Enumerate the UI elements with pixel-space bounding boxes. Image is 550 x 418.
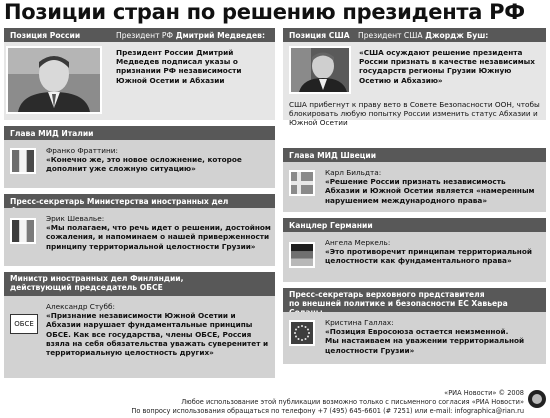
france-text bbox=[46, 214, 272, 251]
footer-copyright: «РИА Новости» © 2008 bbox=[444, 389, 524, 397]
finland-text bbox=[46, 302, 272, 357]
eu-header bbox=[283, 288, 546, 312]
russia-header-role: Позиция России bbox=[10, 31, 81, 40]
footer-usage: Любое использование этой публикации возможно только с письменного согласия «РИА Новости» bbox=[181, 398, 524, 406]
eu-header-line1: Пресс-секретарь верховного представителя bbox=[289, 290, 485, 299]
russia-header-right-role: Президент РФ bbox=[116, 31, 174, 40]
italy-panel bbox=[4, 140, 275, 188]
france-quote: «Мы полагаем, что речь идет о решении, достойном сожаления, и напоминаем о нашей приверженности принципу территориальной целостности Грузии» bbox=[46, 223, 271, 251]
ria-novosti-logo-icon bbox=[528, 390, 546, 408]
sweden-speaker: Карл Бильдта: bbox=[325, 168, 382, 177]
medvedev-photo-icon bbox=[6, 46, 102, 114]
sweden-quote: «Решение России признать независимость Абхазии и Южной Осетии является «намеренным нарушением международного права» bbox=[325, 177, 535, 205]
france-flag-icon bbox=[10, 218, 36, 244]
eu-header-line2: по внешней политике и безопасности ЕС Хавьера bbox=[289, 299, 508, 308]
italy-flag-icon bbox=[10, 148, 36, 174]
bush-photo-icon bbox=[289, 46, 351, 94]
italy-header: Глава МИД Италии bbox=[4, 126, 275, 140]
eu-quote-line2: Мы настаиваем на уважении территориальной целостности Грузии» bbox=[325, 336, 525, 355]
russia-header-right-name: Дмитрий Медведев: bbox=[175, 31, 266, 40]
eu-panel bbox=[283, 312, 546, 364]
usa-note: США прибегнут к праву вето в Совете Безопасности ООН, чтобы блокировать любую попытку России изменить статус Абхазии и Южной Осетии bbox=[289, 100, 540, 128]
germany-quote: «Это противоречит принципам территориальной целостности как фундаментального права» bbox=[325, 247, 532, 266]
germany-panel bbox=[283, 232, 546, 282]
sweden-header: Глава МИД Швеции bbox=[283, 148, 546, 162]
germany-text bbox=[325, 238, 540, 266]
usa-header-right-role: Президент США bbox=[358, 31, 423, 40]
russia-header bbox=[4, 28, 275, 42]
germany-flag-icon bbox=[289, 242, 315, 268]
eu-quote-line1: «Позиция Евросоюза остается неизменной. bbox=[325, 327, 509, 337]
russia-panel bbox=[4, 42, 275, 120]
sweden-panel bbox=[283, 162, 546, 212]
finland-header bbox=[4, 272, 275, 296]
footer-contact: По вопросу использования обращаться по телефону +7 (495) 645-6601 (# 7251) или e-mail: infographica@rian.ru bbox=[131, 407, 524, 415]
finland-quote: «Признание независимости Южной Осетии и Абхазии нарушает фундаментальные принципы ОБСЕ. Как все государства, члены ОБСЕ, Россия взяла на себя обязательства уважать суверенитет и территориальную целостность других» bbox=[46, 311, 269, 358]
sweden-flag-icon bbox=[289, 170, 315, 196]
eu-speaker: Кристина Галлах: bbox=[325, 318, 394, 327]
italy-text bbox=[46, 146, 268, 174]
usa-header-right-name: Джордж Буш: bbox=[425, 31, 489, 40]
finland-header-line2: действующий председатель ОБСЕ bbox=[10, 283, 163, 292]
usa-header-role: Позиция США bbox=[289, 31, 350, 40]
usa-panel bbox=[283, 42, 546, 128]
finland-speaker: Александр Стубб: bbox=[46, 302, 115, 311]
germany-speaker: Ангела Меркель: bbox=[325, 238, 391, 247]
finland-panel bbox=[4, 296, 275, 378]
page-title: Позиции стран по решению президента РФ bbox=[4, 0, 525, 24]
france-header: Пресс-секретарь Министерства иностранных дел bbox=[4, 194, 275, 208]
usa-header bbox=[283, 28, 546, 42]
sweden-text bbox=[325, 168, 540, 205]
russia-text: Президент России Дмитрий Медведев подписал указы о признании РФ независимости Южной Осетии и Абхазии bbox=[116, 48, 242, 85]
eu-text bbox=[325, 318, 540, 355]
france-panel bbox=[4, 208, 275, 266]
finland-header-line1: Министр иностранных дел Финляндии, bbox=[10, 274, 184, 283]
france-speaker: Эрик Шевалье: bbox=[46, 214, 105, 223]
osce-logo-icon bbox=[10, 314, 38, 334]
italy-quote: «Конечно же, это новое осложнение, которое дополнит уже сложную ситуацию» bbox=[46, 155, 242, 174]
italy-speaker: Франко Фраттини: bbox=[46, 146, 118, 155]
germany-header: Канцлер Германии bbox=[283, 218, 546, 232]
usa-quote: «США осуждают решение президента России признать в качестве независимых государств регионы Грузии Южную Осетию и Абхазию» bbox=[359, 48, 535, 85]
eu-flag-icon bbox=[289, 320, 315, 346]
osce-logo-text: ОБСЕ bbox=[14, 320, 34, 328]
